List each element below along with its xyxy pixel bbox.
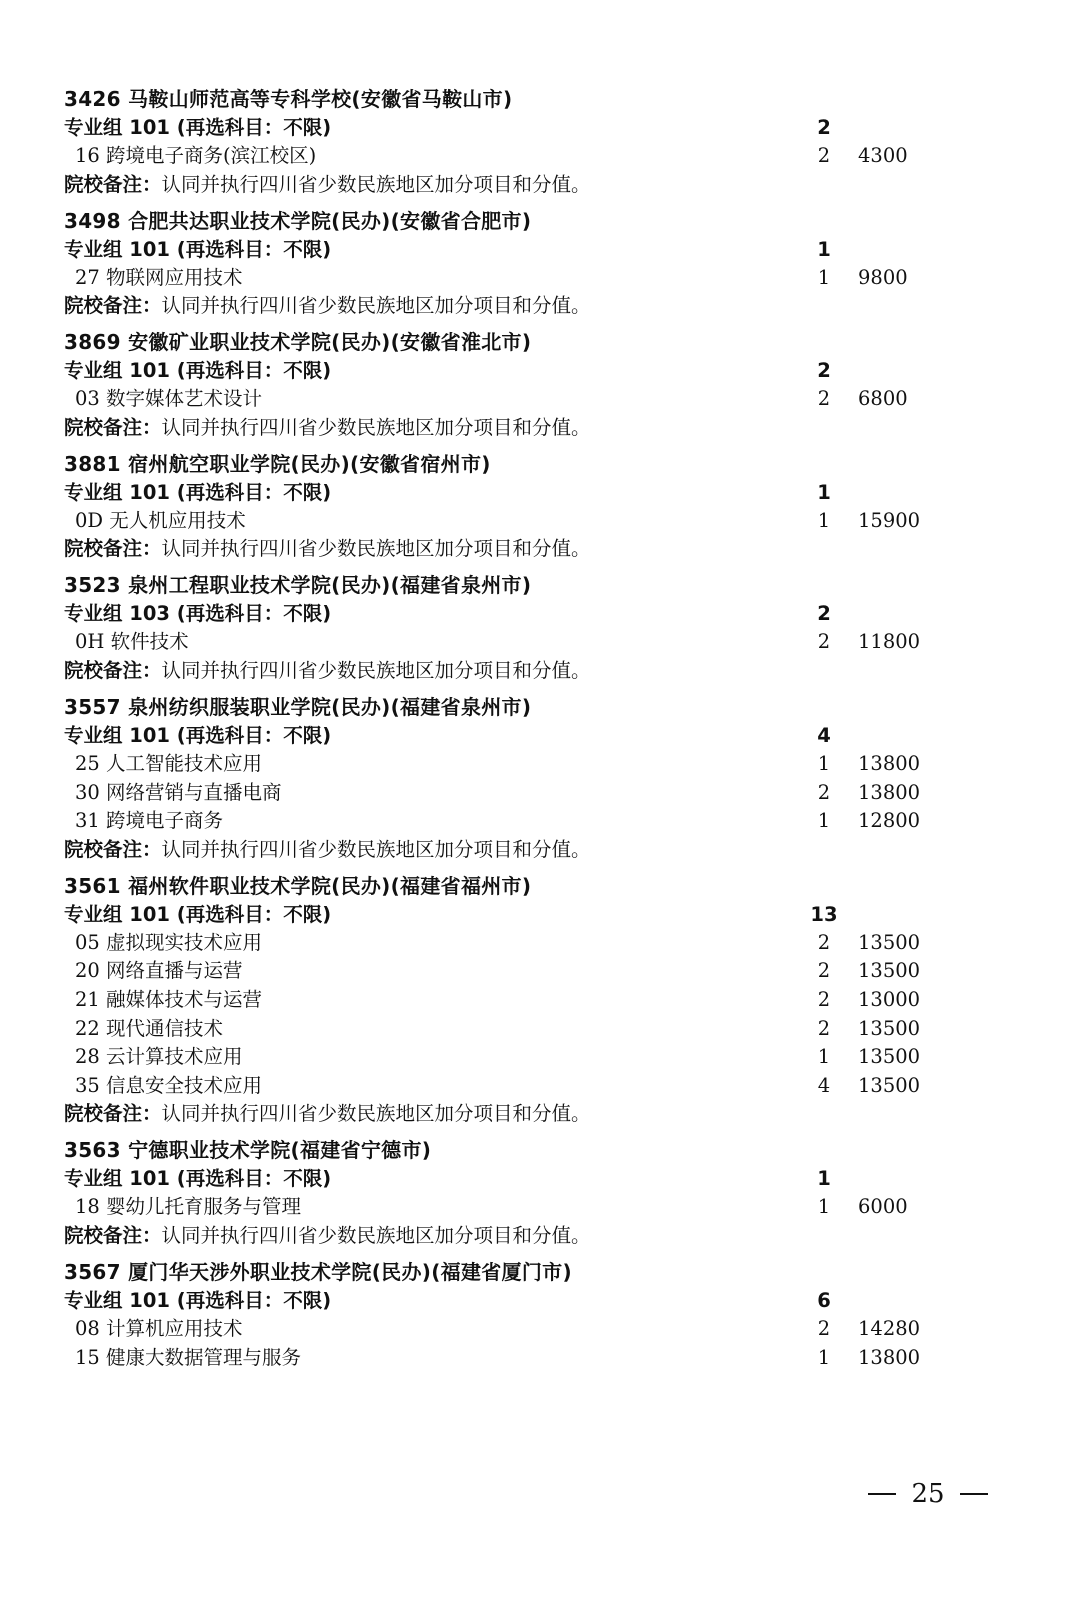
major-row: [64, 1315, 1024, 1344]
note-text: 认同并执行四川省少数民族地区加分项目和分值。: [161, 537, 591, 561]
major-fee: 15900: [858, 508, 921, 532]
note-label: 院校备注：: [64, 294, 162, 318]
school-note: [64, 171, 1024, 199]
major-fee: 9800: [858, 265, 908, 289]
major-row: [64, 385, 1024, 414]
major-count: 2: [817, 1316, 831, 1340]
admission-plan-list: [64, 84, 1024, 1379]
major-code-name: 16 跨境电子商务(滨江校区): [75, 144, 317, 167]
major-fee: 14280: [858, 1316, 921, 1340]
school-header: 3523 泉州工程职业技术学院(民办)(福建省泉州市): [64, 573, 532, 598]
major-count: 2: [817, 930, 831, 954]
major-count: 1: [817, 1195, 831, 1219]
major-code-name: 22 现代通信技术: [75, 1016, 224, 1040]
major-fee: 13500: [858, 959, 921, 983]
major-count: 2: [817, 144, 831, 167]
major-row: [64, 1072, 1024, 1101]
note-text: 认同并执行四川省少数民族地区加分项目和分值。: [161, 1102, 591, 1126]
note-label: 院校备注：: [64, 415, 162, 439]
school-block: [64, 84, 1024, 199]
school-header: 3426 马鞍山师范高等专科学校(安徽省马鞍山市): [64, 87, 513, 111]
major-code-name: 03 数字媒体艺术设计: [75, 387, 263, 411]
major-row: [64, 1193, 1024, 1222]
major-code-name: 0D 无人机应用技术: [75, 508, 246, 532]
school-block: [64, 449, 1024, 564]
school-header: 3498 合肥共达职业技术学院(民办)(安徽省合肥市): [64, 208, 532, 233]
note-text: 认同并执行四川省少数民族地区加分项目和分值。: [161, 294, 591, 318]
major-count: 1: [817, 1045, 831, 1069]
school-header: 3881 宿州航空职业学院(民办)(安徽省宿州市): [64, 451, 491, 476]
major-group-row: [64, 600, 1024, 628]
note-text: 认同并执行四川省少数民族地区加分项目和分值。: [161, 172, 591, 196]
group-label: 专业组 101 (再选科目：不限): [64, 480, 332, 504]
note-text: 认同并执行四川省少数民族地区加分项目和分值。: [161, 837, 591, 861]
group-label: 专业组 101 (再选科目：不限): [64, 359, 332, 383]
school-block: [64, 692, 1024, 864]
school-header: 3869 安徽矿业职业技术学院(民办)(安徽省淮北市): [64, 330, 532, 355]
major-group-row: [64, 901, 1024, 929]
major-group-row: [64, 722, 1024, 750]
major-row: [64, 807, 1024, 836]
major-code-name: 0H 软件技术: [75, 630, 189, 654]
major-fee: 13500: [858, 1045, 921, 1069]
note-label: 院校备注：: [64, 172, 162, 196]
group-total: 4: [817, 723, 831, 747]
group-label: 专业组 103 (再选科目：不限): [64, 602, 332, 626]
school-block: [64, 206, 1024, 321]
major-group-row: [64, 114, 1024, 142]
major-code-name: 31 跨境电子商务: [75, 809, 224, 833]
note-label: 院校备注：: [64, 837, 162, 861]
school-note: [64, 535, 1024, 563]
major-count: 1: [817, 265, 831, 289]
major-count: 2: [817, 987, 831, 1011]
school-block: [64, 327, 1024, 442]
note-label: 院校备注：: [64, 1102, 162, 1126]
major-count: 1: [817, 751, 831, 775]
group-label: 专业组 101 (再选科目：不限): [64, 1167, 332, 1191]
major-row: [64, 142, 1024, 171]
note-label: 院校备注：: [64, 658, 162, 682]
left-dash: [868, 1493, 896, 1495]
major-row: [64, 750, 1024, 779]
group-label: 专业组 101 (再选科目：不限): [64, 902, 332, 926]
major-count: 2: [817, 959, 831, 983]
major-count: 2: [817, 780, 831, 804]
major-code-name: 05 虚拟现实技术应用: [75, 930, 263, 954]
major-row: [64, 264, 1024, 293]
school-block: [64, 1135, 1024, 1250]
major-fee: 13800: [858, 751, 921, 775]
note-text: 认同并执行四川省少数民族地区加分项目和分值。: [161, 658, 591, 682]
school-note: [64, 1222, 1024, 1250]
group-total: 13: [810, 902, 838, 926]
note-label: 院校备注：: [64, 537, 162, 561]
major-row: [64, 986, 1024, 1015]
group-total: 2: [817, 359, 831, 383]
major-fee: 13000: [858, 987, 921, 1011]
page-number-text: 25: [911, 1479, 945, 1509]
major-row: [64, 507, 1024, 536]
major-fee: 13500: [858, 1073, 921, 1097]
major-code-name: 15 健康大数据管理与服务: [75, 1345, 302, 1369]
major-row: [64, 957, 1024, 986]
note-text: 认同并执行四川省少数民族地区加分项目和分值。: [161, 1223, 591, 1247]
school-note: [64, 292, 1024, 320]
group-label: 专业组 101 (再选科目：不限): [64, 723, 332, 747]
major-count: 1: [817, 508, 831, 532]
group-label: 专业组 101 (再选科目：不限): [64, 237, 332, 261]
school-note: [64, 836, 1024, 864]
group-total: 6: [817, 1288, 831, 1312]
major-count: 2: [817, 387, 831, 411]
school-header: 3567 厦门华天涉外职业技术学院(民办)(福建省厦门市): [64, 1259, 572, 1284]
note-text: 认同并执行四川省少数民族地区加分项目和分值。: [161, 415, 591, 439]
major-fee: 13500: [858, 930, 921, 954]
group-total: 1: [817, 1167, 831, 1191]
major-count: 2: [817, 630, 831, 654]
group-total: 1: [817, 237, 831, 261]
school-block: [64, 570, 1024, 685]
major-fee: 4300: [858, 144, 908, 167]
major-fee: 6800: [858, 387, 908, 411]
major-code-name: 18 婴幼儿托育服务与管理: [75, 1195, 302, 1219]
school-block: [64, 871, 1024, 1129]
group-total: 2: [817, 116, 831, 139]
school-note: [64, 657, 1024, 685]
major-code-name: 20 网络直播与运营: [75, 959, 243, 983]
major-group-row: [64, 357, 1024, 385]
major-fee: 13500: [858, 1016, 921, 1040]
major-code-name: 28 云计算技术应用: [75, 1045, 243, 1069]
group-total: 2: [817, 602, 831, 626]
major-group-row: [64, 479, 1024, 507]
major-fee: 13800: [858, 780, 921, 804]
right-dash: [960, 1493, 988, 1495]
school-note: [64, 414, 1024, 442]
major-count: 1: [817, 809, 831, 833]
school-block: [64, 1257, 1024, 1372]
major-code-name: 35 信息安全技术应用: [75, 1073, 263, 1097]
school-note: [64, 1100, 1024, 1128]
group-label: 专业组 101 (再选科目：不限): [64, 1288, 332, 1312]
major-group-row: [64, 236, 1024, 264]
major-fee: 6000: [858, 1195, 908, 1219]
major-fee: 11800: [858, 630, 921, 654]
major-row: [64, 628, 1024, 657]
major-code-name: 30 网络营销与直播电商: [75, 780, 282, 804]
major-fee: 12800: [858, 809, 921, 833]
note-label: 院校备注：: [64, 1223, 162, 1247]
major-code-name: 08 计算机应用技术: [75, 1316, 243, 1340]
major-group-row: [64, 1287, 1024, 1315]
major-row: [64, 929, 1024, 958]
major-count: 1: [817, 1345, 831, 1369]
major-row: [64, 1344, 1024, 1373]
major-code-name: 25 人工智能技术应用: [75, 751, 263, 775]
major-code-name: 21 融媒体技术与运营: [75, 987, 263, 1011]
major-code-name: 27 物联网应用技术: [75, 265, 243, 289]
major-count: 4: [817, 1073, 831, 1097]
major-group-row: [64, 1165, 1024, 1193]
page-number: [868, 1476, 988, 1512]
major-row: [64, 1015, 1024, 1044]
major-count: 2: [817, 1016, 831, 1040]
group-total: 1: [817, 480, 831, 504]
school-header: 3561 福州软件职业技术学院(民办)(福建省福州市): [64, 873, 532, 898]
major-row: [64, 779, 1024, 808]
major-fee: 13800: [858, 1345, 921, 1369]
major-row: [64, 1043, 1024, 1072]
school-header: 3557 泉州纺织服装职业学院(民办)(福建省泉州市): [64, 694, 532, 719]
school-header: 3563 宁德职业技术学院(福建省宁德市): [64, 1138, 432, 1163]
group-label: 专业组 101 (再选科目：不限): [64, 116, 332, 139]
